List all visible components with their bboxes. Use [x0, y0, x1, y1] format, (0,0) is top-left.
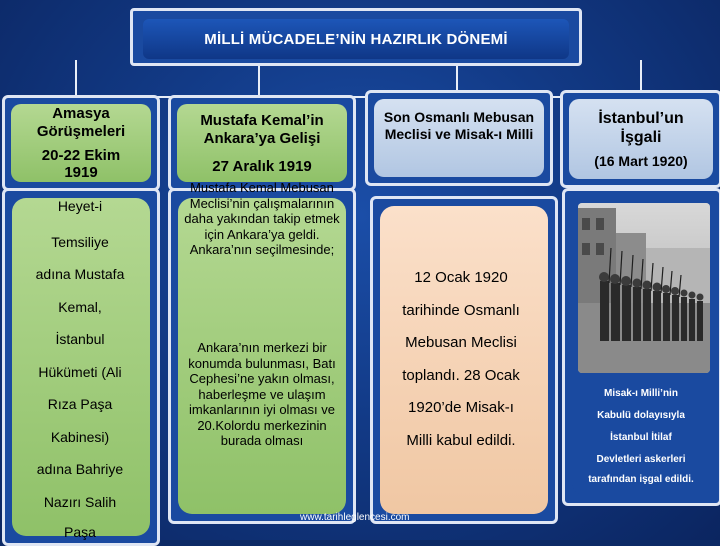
header-subtitle: 20-22 Ekim 1919: [41, 147, 121, 181]
text-line: tarafından işgal edildi.: [588, 474, 694, 485]
header-title: İstanbul’un İşgali: [598, 109, 684, 146]
page-title: MİLLİ MÜCADELE’NİN HAZIRLIK DÖNEMİ: [143, 19, 569, 59]
text-line: İstanbul İtilaf: [610, 432, 672, 443]
text-line: 12 Ocak 1920: [414, 269, 508, 286]
text-line: Devletleri askerleri: [596, 454, 686, 465]
text-line: adına Mustafa: [35, 266, 125, 282]
panel-ankara-para-1: Mustafa Kemal Mebusan Meclisi’nin çalışmalarının daha yakından takip etmek için Ankara’ya geldi. Ankara’nın seçilmesinde;: [184, 180, 340, 257]
text-line: 1920’de Misak-ı: [408, 399, 514, 416]
header-title: Son Osmanlı Mebusan Meclisi ve Misak-ı Milli: [383, 109, 535, 142]
text-line: İstanbul: [55, 331, 105, 347]
header-title: Mustafa Kemal’in Ankara’ya Gelişi: [200, 111, 324, 147]
text-line: Paşa: [64, 524, 96, 540]
text-line: adına Bahriye: [36, 461, 124, 477]
text-line: Milli kabul edildi.: [406, 432, 516, 449]
header-card-ankara: [168, 95, 356, 191]
text-line: Misak-ı Milli’nin: [604, 388, 678, 399]
panel-ankara-para-2: Ankara’nın merkezi bir konumda bulunması, Batı Cephesi’ne yakın olması, haberleşme ve ulaşım imkanlarının iyi olması ve 20.Kolordu merkezinin burada olması: [188, 340, 336, 448]
title-box: [130, 8, 582, 66]
text-line: toplandı. 28 Ocak: [402, 367, 520, 384]
header-title: Amasya Görüşmeleri: [36, 105, 126, 140]
text-line: tarihinde Osmanlı: [402, 302, 520, 319]
text-line: Kabinesi): [50, 429, 110, 445]
text-line: Heyet-i: [57, 198, 103, 214]
text-line: Kemal,: [58, 299, 102, 315]
panel-mebusan: [370, 196, 558, 524]
header-card-mebusan: [365, 90, 553, 186]
text-line: Rıza Paşa: [47, 396, 113, 412]
text-line: Mebusan Meclisi: [405, 334, 517, 351]
header-subtitle: 27 Aralık 1919: [212, 157, 312, 175]
soldiers-photo: [578, 203, 710, 373]
text-line: Nazırı Salih: [43, 494, 117, 510]
connector-line: [75, 60, 77, 98]
header-subtitle: (16 Mart 1920): [594, 152, 688, 169]
header-card-amasya: [2, 95, 160, 191]
connector-line: [75, 96, 641, 98]
footer-url: www.tarihleglencesi.com: [300, 512, 410, 523]
header-card-istanbul: [560, 90, 720, 188]
text-line: Temsiliye: [51, 234, 109, 250]
text-line: Hükümeti (Ali: [38, 364, 122, 380]
text-line: Kabulü dolayısıyla: [597, 410, 685, 421]
